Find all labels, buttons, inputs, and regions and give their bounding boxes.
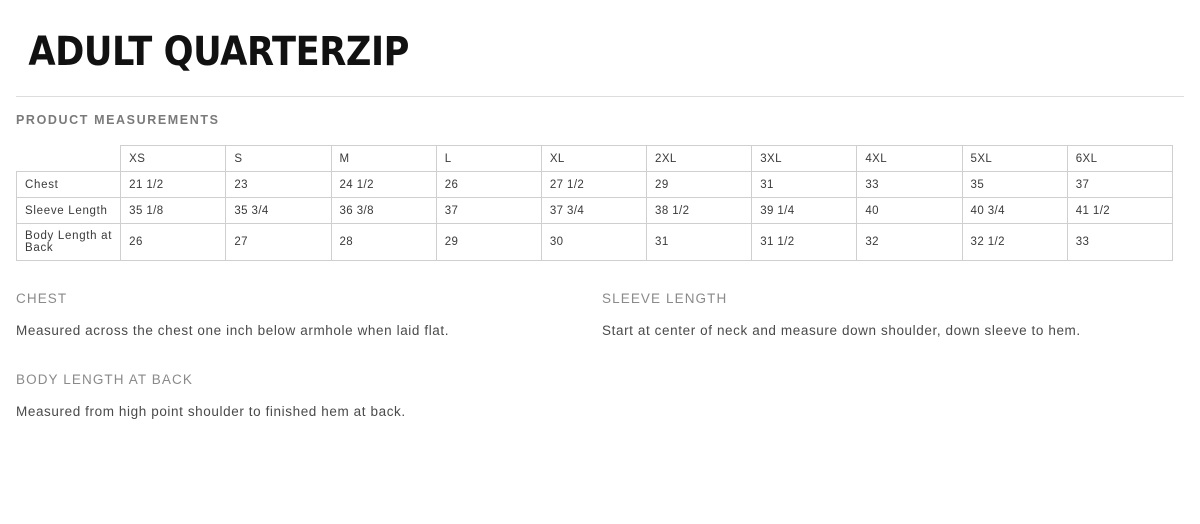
cell-sleeve-2xl: 38 1/2 xyxy=(647,198,752,224)
row-label-body-length-at-back: Body Length at Back xyxy=(17,224,121,261)
cell-sleeve-l: 37 xyxy=(436,198,541,224)
page-title: ADULT QUARTERZIP xyxy=(28,29,409,75)
cell-body-length-l: 29 xyxy=(436,224,541,261)
cell-chest-2xl: 29 xyxy=(647,172,752,198)
cell-body-length-xl: 30 xyxy=(541,224,646,261)
table-header xyxy=(17,146,1173,172)
measurements-table xyxy=(16,145,1173,261)
note-sleeve-length-body: Start at center of neck and measure down shoulder, down sleeve to hem. xyxy=(602,323,1081,338)
measurement-notes xyxy=(16,291,1184,344)
cell-chest-5xl: 35 xyxy=(962,172,1067,198)
cell-sleeve-m: 36 3/8 xyxy=(331,198,436,224)
column-header-6xl: 6XL xyxy=(1067,146,1172,172)
column-header-3xl: 3XL xyxy=(752,146,857,172)
cell-body-length-6xl: 33 xyxy=(1067,224,1172,261)
note-body-length-title: BODY LENGTH AT BACK xyxy=(16,372,193,388)
row-label-chest: Chest xyxy=(17,172,121,198)
cell-body-length-5xl: 32 1/2 xyxy=(962,224,1067,261)
product-measurements-label: PRODUCT MEASUREMENTS xyxy=(16,113,220,127)
cell-chest-l: 26 xyxy=(436,172,541,198)
cell-chest-s: 23 xyxy=(226,172,331,198)
note-chest xyxy=(16,291,536,344)
column-header-xl: XL xyxy=(541,146,646,172)
table-header-row xyxy=(17,146,1173,172)
table-row xyxy=(17,198,1173,224)
table-corner-cell xyxy=(17,146,121,172)
column-header-5xl: 5XL xyxy=(962,146,1067,172)
cell-chest-3xl: 31 xyxy=(752,172,857,198)
table-body xyxy=(17,172,1173,261)
note-chest-title: CHEST xyxy=(16,291,68,306)
cell-sleeve-s: 35 3/4 xyxy=(226,198,331,224)
cell-body-length-s: 27 xyxy=(226,224,331,261)
cell-body-length-3xl: 31 1/2 xyxy=(752,224,857,261)
column-header-s: S xyxy=(226,146,331,172)
cell-body-length-2xl: 31 xyxy=(647,224,752,261)
cell-body-length-xs: 26 xyxy=(121,224,226,261)
cell-chest-xl: 27 1/2 xyxy=(541,172,646,198)
cell-sleeve-4xl: 40 xyxy=(857,198,962,224)
column-header-4xl: 4XL xyxy=(857,146,962,172)
cell-chest-4xl: 33 xyxy=(857,172,962,198)
cell-sleeve-6xl: 41 1/2 xyxy=(1067,198,1172,224)
cell-sleeve-3xl: 39 1/4 xyxy=(752,198,857,224)
cell-body-length-4xl: 32 xyxy=(857,224,962,261)
note-body-length-body: Measured from high point shoulder to finished hem at back. xyxy=(16,404,406,420)
note-chest-body: Measured across the chest one inch below armhole when laid flat. xyxy=(16,323,450,338)
column-header-l: L xyxy=(436,146,541,172)
row-label-sleeve-length: Sleeve Length xyxy=(17,198,121,224)
column-header-2xl: 2XL xyxy=(647,146,752,172)
cell-sleeve-xl: 37 3/4 xyxy=(541,198,646,224)
cell-chest-m: 24 1/2 xyxy=(331,172,436,198)
table-row xyxy=(17,172,1173,198)
note-body-length-at-back xyxy=(16,372,536,425)
cell-sleeve-5xl: 40 3/4 xyxy=(962,198,1067,224)
note-sleeve-length-title: SLEEVE LENGTH xyxy=(602,291,728,306)
cell-chest-6xl: 37 xyxy=(1067,172,1172,198)
cell-chest-xs: 21 1/2 xyxy=(121,172,226,198)
table-row xyxy=(17,224,1173,261)
note-sleeve-length xyxy=(602,291,1122,344)
cell-body-length-m: 28 xyxy=(331,224,436,261)
column-header-xs: XS xyxy=(121,146,226,172)
column-header-m: M xyxy=(331,146,436,172)
cell-sleeve-xs: 35 1/8 xyxy=(121,198,226,224)
